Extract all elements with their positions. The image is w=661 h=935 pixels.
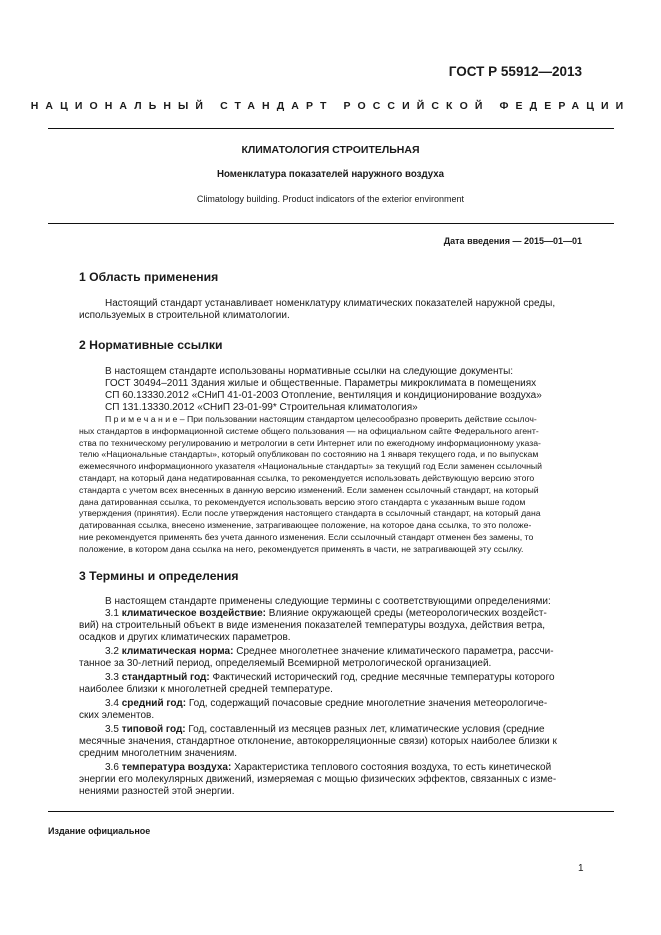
reference-item: СП 60.13330.2012 «СНиП 41-01-2003 Отопление, вентиляция и кондиционирование воздуха» [105,390,542,401]
section-2-text [79,366,584,414]
term-3-1 [79,608,584,644]
national-standard-banner: НАЦИОНАЛЬНЫЙ СТАНДАРТ РОССИЙСКОЙ ФЕДЕРАЦИИ [30,100,631,112]
term-number: 3.5 [105,724,119,735]
term-3-3 [79,672,584,696]
text-line: В настоящем стандарте использованы нормативные ссылки на следующие документы: [105,366,514,377]
term-definition-line: осадков и других климатических параметров. [79,632,291,643]
text-line: Настоящий стандарт устанавливает номенклатуру климатических показателей наружной среды, [105,298,556,309]
term-definition-line: наиболее близки к многолетней средней температуре. [79,684,333,695]
term-definition-line: средним многолетним значениям. [79,748,238,759]
term-definition: Среднее многолетнее значение климатического параметра, рассчи- [236,646,554,657]
note-line: стандарта с учетом всех внесенных в данную версию изменений. Если заменен ссылочный стандарт, на который [79,484,539,495]
note-line: П р и м е ч а н и е – При пользовании настоящим стандартом целесообразно проверить действие ссылоч- [105,414,537,424]
note-line: телю «Национальные стандарты», который опубликован по состоянию на 1 января текущего года, и по выпускам [79,449,539,460]
note-line: дана датированная ссылка, то рекомендуется использовать версию этого стандарта с указанным выше годом [79,496,526,507]
term-number: 3.6 [105,762,119,773]
reference-note [79,414,584,556]
section-3-heading: 3 Термины и определения [79,569,239,583]
note-line: ных стандартов в информационной системе общего пользования — на официальном сайте Федерального агент- [79,425,539,436]
term-3-4 [79,698,584,722]
term-definition-line: вий) на строительный объект в виде изменения показателей температуры воздуха, действия ветра, [79,620,546,631]
section-2-heading: 2 Нормативные ссылки [79,338,223,352]
english-title: Climatology building. Product indicators of the exterior environment [196,194,465,204]
section-1-text [79,298,584,322]
title-divider [48,223,614,224]
term-definition: Характеристика теплового состояния воздуха, то есть кинетической [234,762,552,773]
document-title: КЛИМАТОЛОГИЯ СТРОИТЕЛЬНАЯ [241,144,420,156]
document-number: ГОСТ Р 55912—2013 [448,64,582,79]
term-definition: Год, содержащий почасовые средние многолетние значения метеорологиче- [188,698,548,709]
document-subtitle: Номенклатура показателей наружного воздуха [216,169,444,180]
term-name: климатическое воздействие: [121,608,266,619]
term-definition-line: энергии его молекулярных движений, измеряемая с мощью физических эффектов, связанных с изме- [79,774,557,785]
term-name: климатическая норма: [121,646,234,657]
introduction-date: Дата введения — 2015—01—01 [443,236,582,246]
note-line: ние рекомендуется применять без учета данного изменения. Если ссылочный стандарт отменен без замены, то [79,531,534,542]
note-line: ежемесячного информационного указателя «Национальные стандарты» за текущий год Если заменен ссылочный [79,461,543,472]
term-number: 3.2 [105,646,119,657]
note-line: положение, в котором дана ссылка на него, рекомендуется применять в части, не затрагивающей эту ссылку. [79,543,524,554]
term-name: стандартный год: [121,672,210,683]
term-3-6 [79,762,584,798]
text-line: В настоящем стандарте применены следующие термины с соответствующими определениями: [105,596,551,607]
term-definition: Влияние окружающей среды (метеорологических воздейст- [268,608,547,619]
reference-item: СП 131.13330.2012 «СНиП 23-01-99* Строительная климатология» [105,402,418,413]
note-line: стандарт, на который дана недатированная ссылка, то рекомендуется использовать действующую версию этого [79,472,535,483]
term-definition-line: танное за 30-летний период, определяемый Всемирной метрологической организацией. [79,658,492,669]
term-definition-line: нениями разностей этой энергии. [79,786,235,797]
note-line: датированная ссылка, внесено изменение, затрагивающее положение, на которое дана ссылка, то это положе- [79,520,532,531]
term-number: 3.4 [105,698,119,709]
term-name: средний год: [121,698,187,709]
term-3-5 [79,724,584,760]
section-3-intro [79,596,584,608]
term-definition: Год, составленный из месяцев разных лет, климатические условия (средние [188,724,545,735]
note-line: ства по техническому регулированию и метрологии в сети Интернет или по ежегодному информационному указа- [79,437,541,448]
term-name: типовой год: [121,724,186,735]
term-number: 3.3 [105,672,119,683]
term-3-2 [79,646,584,670]
term-number: 3.1 [105,608,119,619]
text-line: используемых в строительной климатологии. [79,310,290,321]
footer-divider [48,811,614,812]
term-definition-line: ских элементов. [79,710,155,721]
official-edition-label: Издание официальное [48,826,151,836]
note-line: утверждения (принятия). Если после утверждения настоящего стандарта в ссылочный стандарт, на который дана [79,508,541,519]
term-definition: Фактический исторический год, средние месячные температуры которого [212,672,555,683]
term-name: температура воздуха: [121,762,232,773]
page-number: 1 [578,863,584,874]
term-definition-line: месячные значения, стандартное отклонение, автокорреляционные связи) которых наиболее близки к [79,736,557,747]
top-divider [48,128,614,129]
reference-item: ГОСТ 30494–2011 Здания жилые и общественные. Параметры микроклимата в помещениях [105,378,537,389]
section-1-heading: 1 Область применения [79,270,219,284]
